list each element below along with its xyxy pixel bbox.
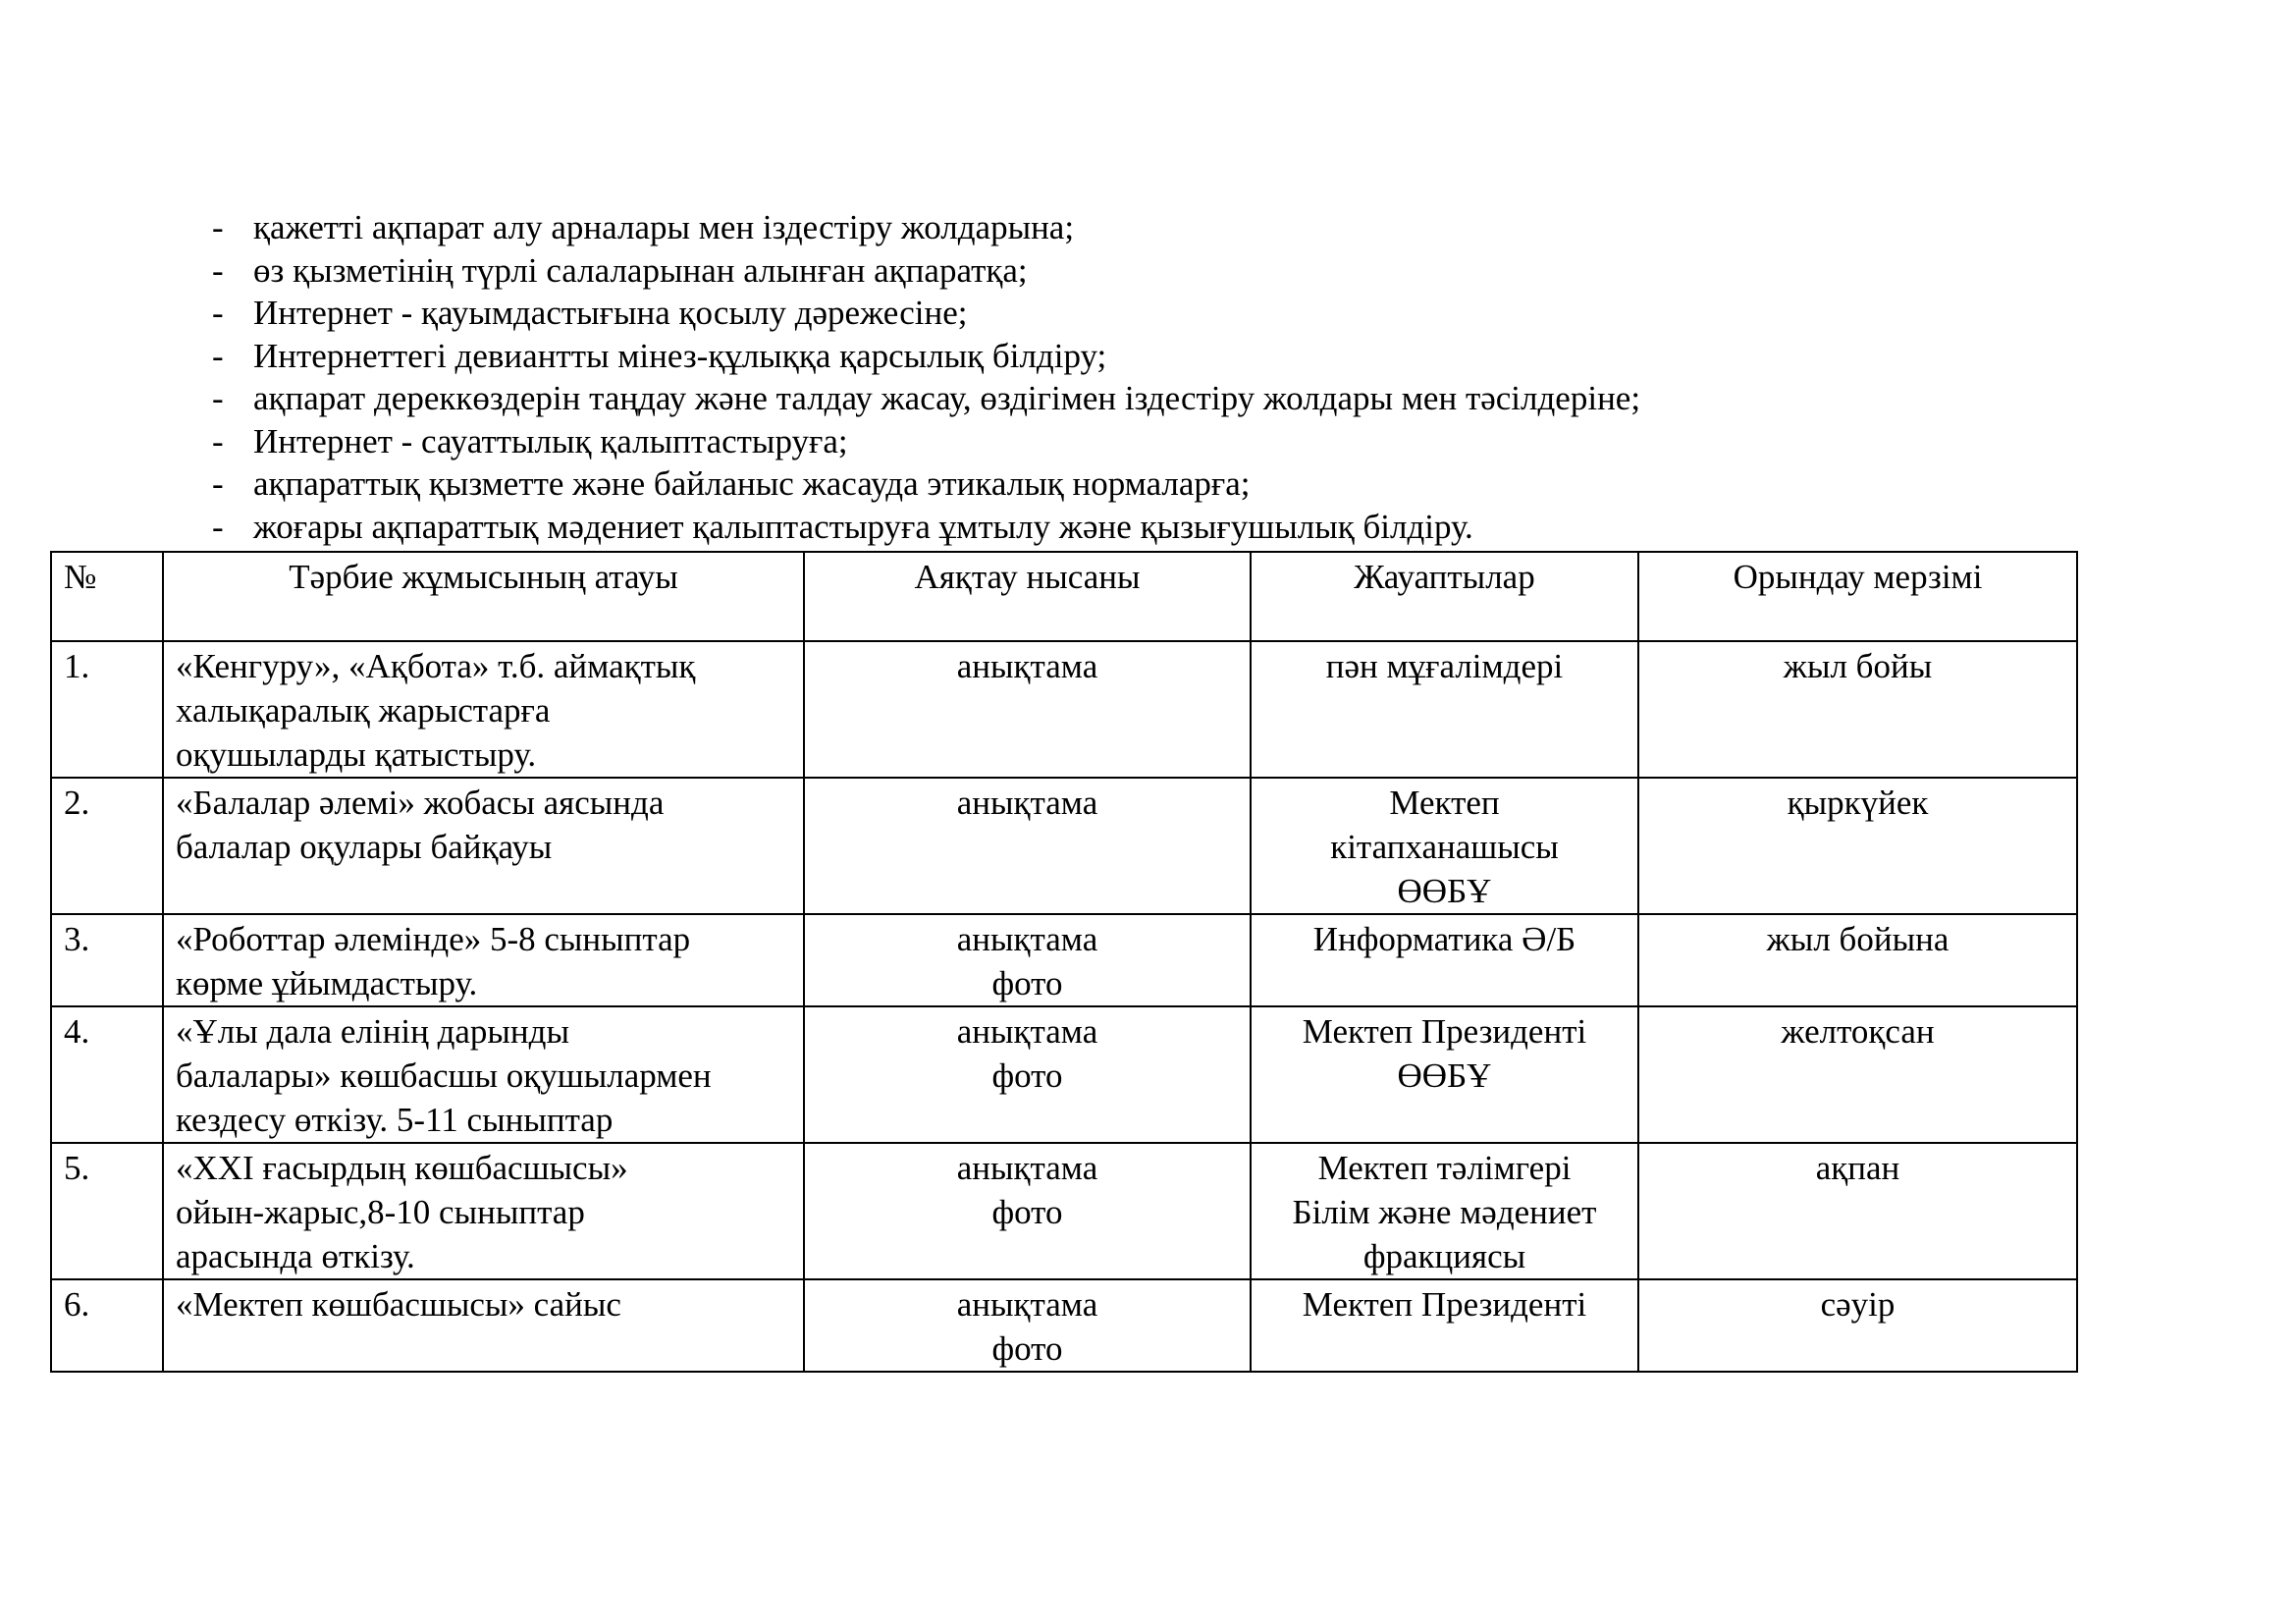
work-name-line: «Балалар әлемі» жобасы аясында [176,784,665,822]
list-item [212,377,1640,420]
work-name-line: арасында өткізу. [176,1237,415,1275]
row-number: 2. [51,778,163,914]
responsible-cell [1251,1006,1638,1143]
completion-form-cell [804,641,1251,778]
list-item [212,420,1640,463]
responsible-line: кітапханашысы [1330,828,1559,866]
completion-form-line: фото [991,1193,1063,1231]
list-item [212,206,1640,249]
work-name-line: «Роботтар әлемінде» 5-8 сыныптар [176,920,691,958]
header-completion-form: Аяқтау нысаны [804,552,1251,641]
work-name-cell [163,778,804,914]
responsible-line: ӨӨБҰ [1397,1056,1492,1095]
responsible-line: Мектеп тәлімгері [1317,1149,1572,1187]
bullet-dash: - [212,294,224,332]
completion-form-line: анықтама [956,1149,1098,1187]
list-item-text: ақпарат дереккөздерін таңдау және талдау жасау, өздігімен іздестіру жолдары мен тәсілдеріне; [253,379,1641,417]
responsible-cell [1251,641,1638,778]
completion-form-line: анықтама [956,920,1098,958]
completion-form-cell [804,1279,1251,1372]
work-name-line: балалары» көшбасшы оқушылармен [176,1056,712,1095]
work-name-line: халықаралық жарыстарға [176,691,551,730]
completion-form-line: анықтама [956,1285,1098,1324]
responsible-line: Білім және мәдениет [1292,1193,1597,1231]
table-header-row [51,552,2077,641]
work-name-line: «XXI ғасырдың көшбасшысы» [176,1149,628,1187]
work-name-line: ойын-жарыс,8-10 сыныптар [176,1193,585,1231]
responsible-line: ӨӨБҰ [1397,872,1492,910]
list-item-text: Интернет - қауымдастығына қосылу дәрежесіне; [253,294,968,332]
work-name-cell [163,1279,804,1372]
responsible-line: Информатика Ә/Б [1312,920,1576,958]
bullet-dash: - [212,464,224,503]
completion-form-cell [804,1143,1251,1279]
responsible-line: пән мұғалімдері [1325,647,1564,685]
responsible-line: Мектеп [1389,784,1500,822]
row-number: 4. [51,1006,163,1143]
work-name-line: «Кенгуру», «Ақбота» т.б. аймақтық [176,647,696,685]
row-number: 6. [51,1279,163,1372]
deadline-cell: жыл бойы [1638,641,2077,778]
completion-form-cell [804,1006,1251,1143]
requirements-list [212,206,1640,548]
work-name-cell [163,1006,804,1143]
list-item [212,292,1640,335]
table-row [51,1143,2077,1279]
responsible-line: фракциясы [1362,1237,1526,1275]
completion-form-cell [804,914,1251,1006]
work-name-line: «Ұлы дала елінің дарынды [176,1012,569,1051]
list-item-text: Интернет - сауаттылық қалыптастыруға; [253,421,848,460]
deadline-cell: сәуір [1638,1279,2077,1372]
responsible-line: Мектеп Президенті [1302,1012,1587,1051]
table-row [51,778,2077,914]
table-row [51,1006,2077,1143]
bullet-dash: - [212,250,224,290]
work-name-line: кездесу өткізу. 5-11 сыныптар [176,1101,614,1139]
completion-form-cell [804,778,1251,914]
bullet-dash: - [212,421,224,460]
work-name-line: оқушыларды қатыстыру. [176,735,537,774]
header-responsible: Жауаптылар [1251,552,1638,641]
completion-form-line: фото [991,964,1063,1002]
completion-form-line: анықтама [956,784,1098,822]
responsible-cell [1251,1143,1638,1279]
table-row [51,914,2077,1006]
bullet-dash: - [212,507,224,546]
completion-form-line: фото [991,1056,1063,1095]
work-name-cell [163,1143,804,1279]
list-item-text: өз қызметінің түрлі салаларынан алынған ақпаратқа; [253,250,1028,290]
completion-form-line: фото [991,1329,1063,1368]
responsible-cell [1251,778,1638,914]
row-number: 1. [51,641,163,778]
list-item [212,506,1640,549]
responsible-cell [1251,1279,1638,1372]
work-name-cell [163,914,804,1006]
deadline-cell: қыркүйек [1638,778,2077,914]
work-name-line: «Мектеп көшбасшысы» сайыс [176,1285,621,1324]
education-plan-table [50,551,2078,1373]
list-item [212,249,1640,293]
table-row [51,641,2077,778]
completion-form-line: анықтама [956,1012,1098,1051]
deadline-cell: ақпан [1638,1143,2077,1279]
responsible-cell [1251,914,1638,1006]
header-deadline: Орындау мерзімі [1638,552,2077,641]
bullet-dash: - [212,336,224,375]
list-item-text: қажетті ақпарат алу арналары мен іздестіру жолдарына; [253,208,1075,246]
row-number: 3. [51,914,163,1006]
work-name-cell [163,641,804,778]
bullet-dash: - [212,379,224,417]
deadline-cell: желтоқсан [1638,1006,2077,1143]
deadline-cell: жыл бойына [1638,914,2077,1006]
header-number: № [51,552,163,641]
list-item-text: жоғары ақпараттық мәдениет қалыптастыруға ұмтылу және қызығушылық білдіру. [253,507,1473,546]
work-name-line: көрме ұйымдастыру. [176,964,478,1002]
responsible-line: Мектеп Президенті [1302,1285,1587,1324]
list-item-text: Интернеттегі девиантты мінез-құлыққа қарсылық білдіру; [253,336,1107,375]
work-name-line: балалар оқулары байқауы [176,828,553,866]
list-item-text: ақпараттық қызметте және байланыс жасауда этикалық нормаларға; [253,464,1251,503]
header-work-name: Тәрбие жұмысының атауы [163,552,804,641]
list-item [212,462,1640,506]
bullet-dash: - [212,208,224,246]
list-item [212,335,1640,378]
row-number: 5. [51,1143,163,1279]
table-row [51,1279,2077,1372]
completion-form-line: анықтама [956,647,1098,685]
